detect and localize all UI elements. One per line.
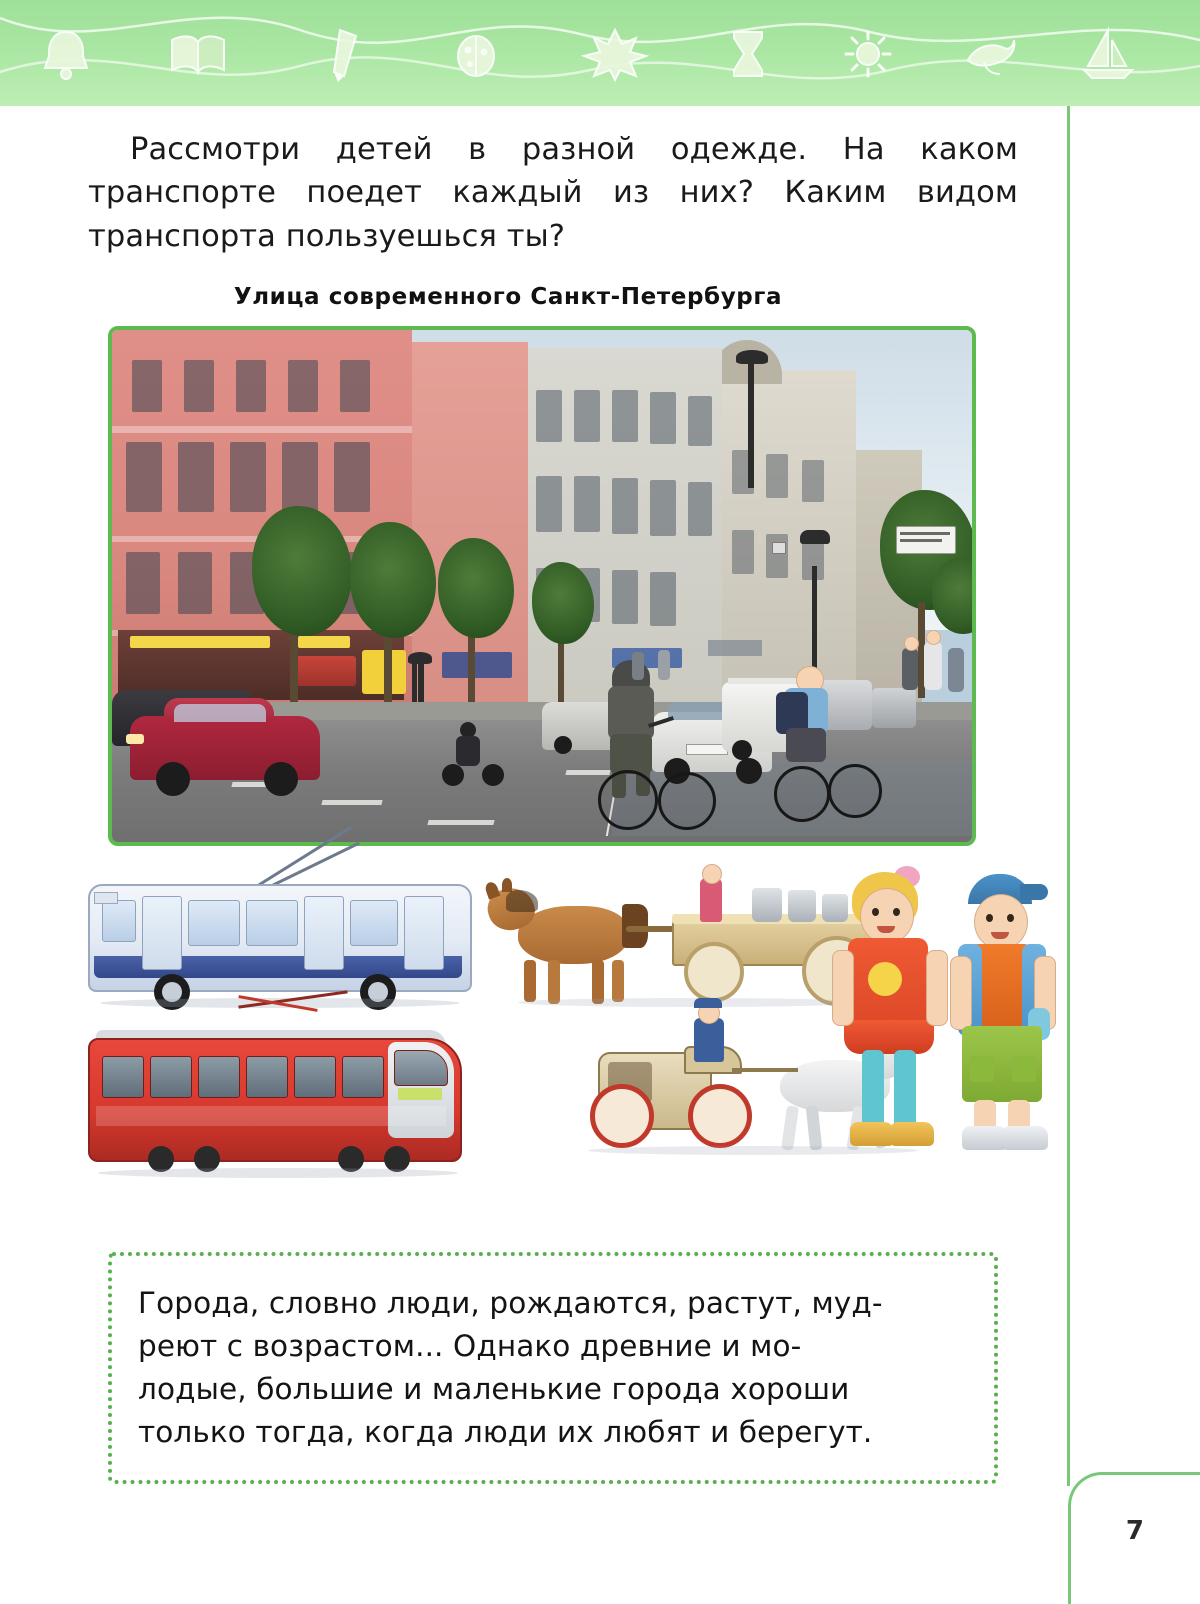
quote-line: лодые, большие и маленькие города хороши <box>138 1372 850 1407</box>
street-photo-saint-petersburg <box>108 326 976 846</box>
sun-icon <box>838 26 898 82</box>
pencil-icon <box>320 26 380 82</box>
quote-line: реют с возрастом... Однако древние и мо- <box>138 1329 802 1364</box>
quote-box <box>108 1252 998 1484</box>
quote-line: только тогда, когда люди их любят и берегут. <box>138 1415 873 1450</box>
task-instruction-text: Рассмотри детей в разной одежде. На каком транспорте поедет каждый из них? Каким видом транспорта пользуешься ты? <box>88 132 1018 254</box>
ladybug-icon <box>446 26 506 82</box>
page-number: 7 <box>1125 1516 1144 1546</box>
decorative-header-band <box>0 0 1200 106</box>
open-book-icon <box>168 26 228 82</box>
hourglass-icon <box>718 26 778 82</box>
sailboat-icon <box>1078 26 1138 82</box>
maple-leaf-icon <box>576 26 654 82</box>
bell-icon <box>36 26 96 82</box>
page-content <box>88 128 1018 1200</box>
quote-line: Города, словно люди, рождаются, растут, муд- <box>138 1286 883 1320</box>
page-right-rule <box>1067 106 1070 1486</box>
photo-caption: Улица современного Санкт-Петербурга <box>233 283 783 310</box>
bird-icon <box>960 26 1020 82</box>
illustration-strip <box>88 870 1018 1200</box>
quote-text <box>138 1282 968 1454</box>
